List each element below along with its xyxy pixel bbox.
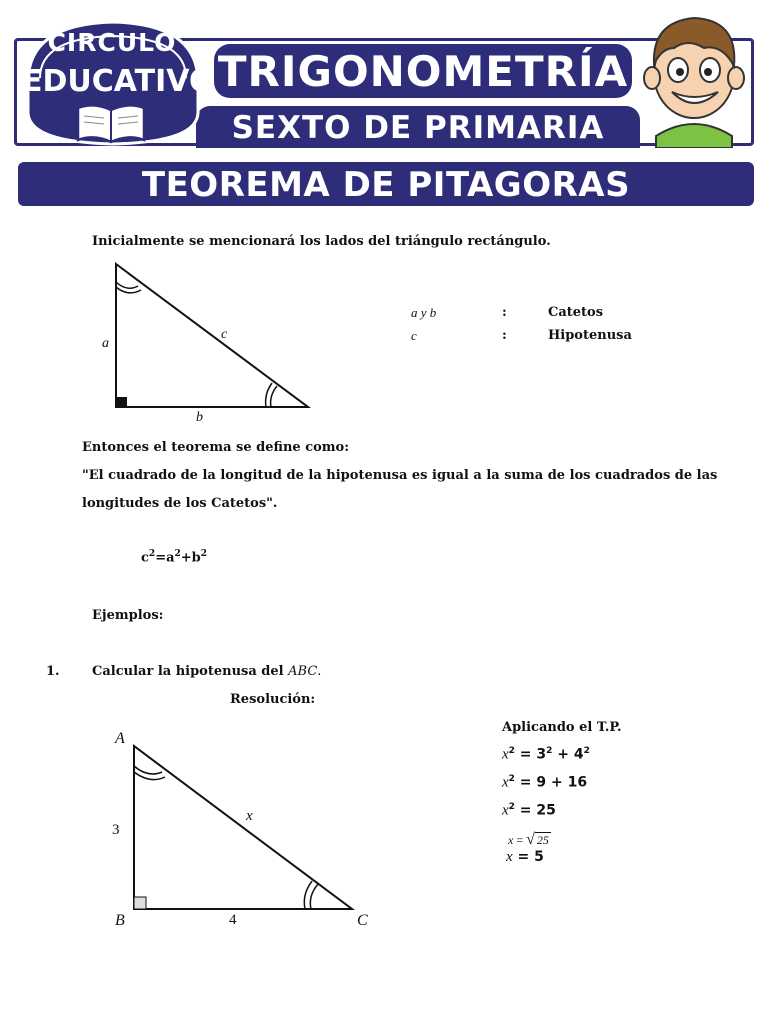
step-exp: 2 [583,746,590,756]
legend-row [411,305,436,321]
step-var: x [502,774,509,791]
formula-exp: 2 [148,549,156,559]
sqrt-icon: √ [526,831,535,848]
step-exp: 2 [508,774,515,784]
step-3 [502,802,556,820]
example-triangle-name: ABC [288,664,318,679]
example-prompt [92,664,321,679]
step-rest: = 3 [514,746,547,763]
step-1 [502,746,590,764]
right-triangle-diagram [90,256,330,426]
triangle1-label-b: b [196,410,203,425]
resolution-label: Resolución: [230,692,316,707]
header-title: TRIGONOMETRÍA [217,47,629,96]
logo-text-top: CIRCULO [47,28,177,57]
step-exp: 2 [508,802,515,812]
sqrt-radicand: 25 [536,833,549,847]
step-var: x [502,746,509,763]
intro-text: Inicialmente se mencionará los lados del triángulo rectángulo. [92,234,551,249]
side-bc-label: 4 [229,912,237,928]
step-rest: = 25 [514,802,556,819]
step-eq: = [513,833,527,847]
vertex-label-c: C [357,912,368,929]
step-rest: = 5 [512,849,544,865]
legend-colon: : [502,328,507,343]
book-icon [74,100,148,146]
step-rest: = 9 + 16 [514,774,588,791]
example-prompt-text: Calcular la hipotenusa del [92,664,284,679]
header-subtitle: SEXTO DE PRIMARIA [231,110,605,146]
step-exp: 2 [546,746,553,756]
step-2 [502,774,587,792]
legend-meaning: Hipotenusa [548,328,632,343]
step-sqrt [508,831,551,849]
theorem-lead: Entonces el teorema se define como: [82,440,350,455]
legend-colon: : [502,305,507,320]
pythagoras-formula [141,549,207,565]
example-prompt-end: . [317,664,322,679]
example-number: 1. [46,664,60,679]
formula-c: c [141,550,149,566]
legend-term: c [411,328,417,343]
examples-label: Ejemplos: [92,608,164,623]
theorem-line-1: "El cuadrado de la longitud de la hipotenusa es igual a la suma de los cuadrados de las [82,468,718,483]
triangle1-label-c: c [221,327,228,342]
vertex-label-a: A [115,730,125,747]
step-var: x [508,833,514,847]
section-title: TEOREMA DE PITAGORAS [141,165,631,205]
legend-term: a y b [411,305,437,320]
step-exp: 2 [508,746,515,756]
formula-a: =a [155,550,175,566]
formula-b: +b [180,550,201,566]
example-triangle-diagram [110,730,370,930]
step-var: x [506,849,513,865]
side-ab-label: 3 [112,822,120,838]
header [0,0,768,160]
side-x-label: x [246,808,253,824]
triangle1-label-a: a [102,336,109,351]
boy-mascot-icon [634,8,754,148]
step-var: x [502,802,509,819]
vertex-label-b: B [115,912,125,929]
theorem-line-2: longitudes de los Catetos". [82,496,278,511]
formula-exp: 2 [200,549,208,559]
formula-exp: 2 [174,549,181,559]
step-rest: + 4 [552,746,584,763]
steps-title: Aplicando el T.P. [502,720,622,735]
legend-meaning: Catetos [548,305,604,320]
logo-text-bottom: EDUCATIVO [22,64,215,99]
step-final [506,849,544,866]
